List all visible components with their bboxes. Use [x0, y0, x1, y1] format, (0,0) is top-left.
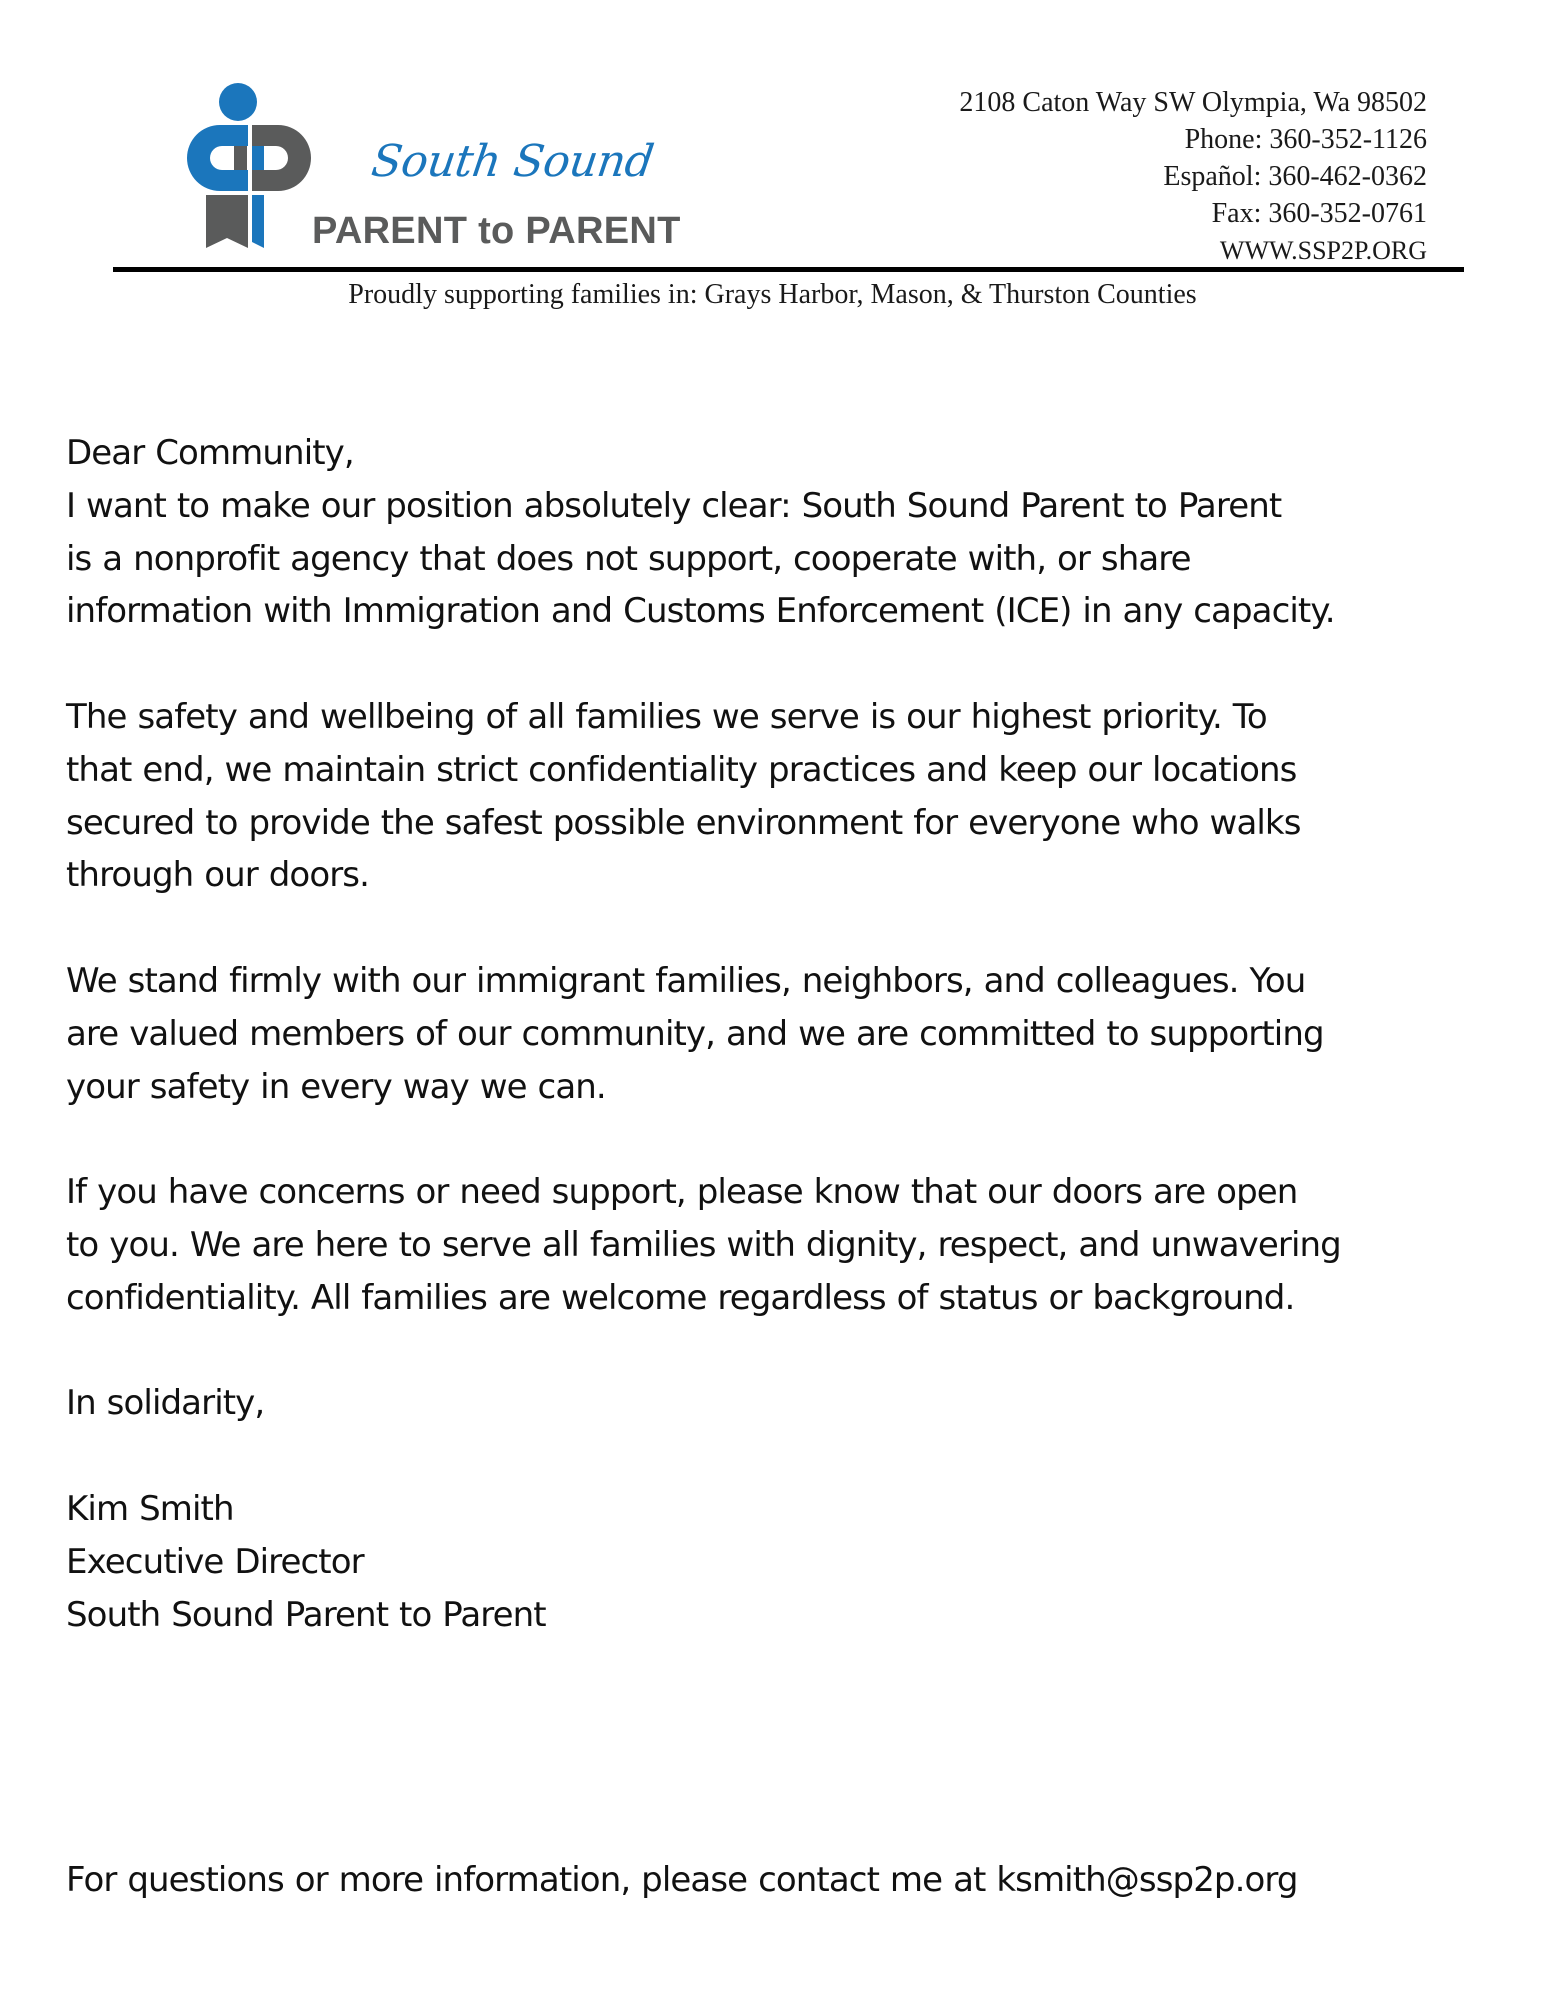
logo-head-shape [219, 83, 257, 121]
paragraph-spacer [66, 1113, 1506, 1166]
signer-title: Executive Director [66, 1541, 364, 1582]
fax-number: Fax: 360-352-0761 [1211, 198, 1427, 229]
closing: In solidarity, [66, 1383, 265, 1424]
paragraph-support [66, 1166, 1506, 1324]
paragraph-spacer [66, 638, 1506, 691]
spanish-phone-number: Español: 360-462-0362 [1163, 161, 1427, 192]
paragraph-line: are valued members of our community, and we are committed to supporting [66, 1013, 1324, 1054]
paragraph-line: information with Immigration and Customs Enforcement (ICE) in any capacity. [66, 591, 1335, 632]
header-divider [113, 267, 1464, 272]
logo-script-text: South Sound [368, 136, 657, 187]
salutation: Dear Community, [66, 433, 354, 473]
logo-wordmark-text: PARENT to PARENT [312, 210, 681, 252]
contact-email-link[interactable]: ksmith@ssp2p.org [996, 1860, 1298, 1900]
signer-organization: South Sound Parent to Parent [66, 1594, 546, 1635]
service-area-tagline: Proudly supporting families in: Grays Harbor, Mason, & Thurston Counties [348, 279, 1197, 310]
paragraph-spacer [66, 902, 1506, 955]
paragraph-line: confidentiality. All families are welcome regardless of status or background. [66, 1277, 1295, 1318]
logo-inner-bar-shape [252, 146, 264, 170]
address: 2108 Caton Way SW Olympia, Wa 98502 [959, 87, 1427, 118]
paragraph-safety [66, 691, 1506, 902]
paragraph-line: that end, we maintain strict confidentiality practices and keep our locations [66, 749, 1297, 790]
paragraph-line: to you. We are here to serve all families with dignity, respect, and unwavering [66, 1224, 1341, 1265]
paragraph-line: We stand firmly with our immigrant families, neighbors, and colleagues. You [66, 960, 1306, 1001]
footer-contact-text: For questions or more information, please contact me at [66, 1860, 997, 1900]
paragraph-line: is a nonprofit agency that does not support, cooperate with, or share [66, 538, 1191, 579]
contact-block [959, 84, 1427, 269]
organization-logo [180, 82, 700, 262]
paragraph-solidarity [66, 955, 1506, 1113]
paragraph-position-statement [66, 480, 1506, 638]
signature-block [66, 1483, 1506, 1641]
website-link[interactable]: WWW.SSP2P.ORG [1219, 236, 1427, 265]
logo-left-ribbon-shape [206, 195, 248, 248]
paragraph-line: through our doors. [66, 855, 370, 896]
parent-to-parent-logo-icon [180, 82, 330, 262]
logo-right-ribbon-shape [252, 195, 264, 248]
paragraph-line: If you have concerns or need support, please know that our doors are open [66, 1172, 1298, 1213]
signer-name: Kim Smith [66, 1488, 234, 1529]
letterhead [0, 0, 1545, 330]
logo-inner-bar-shape [234, 146, 247, 170]
paragraph-line: secured to provide the safest possible environment for everyone who walks [66, 802, 1301, 843]
paragraph-line: I want to make our position absolutely clear: South Sound Parent to Parent [66, 485, 1282, 526]
paragraph-line: The safety and wellbeing of all families we serve is our highest priority. To [66, 696, 1267, 737]
letter-body [66, 427, 1506, 1641]
paragraph-spacer [66, 1325, 1506, 1378]
paragraph-spacer [66, 1430, 1506, 1483]
paragraph-line: your safety in every way we can. [66, 1066, 606, 1107]
phone-number: Phone: 360-352-1126 [1184, 124, 1427, 155]
footer-contact-line [66, 1854, 1298, 1906]
